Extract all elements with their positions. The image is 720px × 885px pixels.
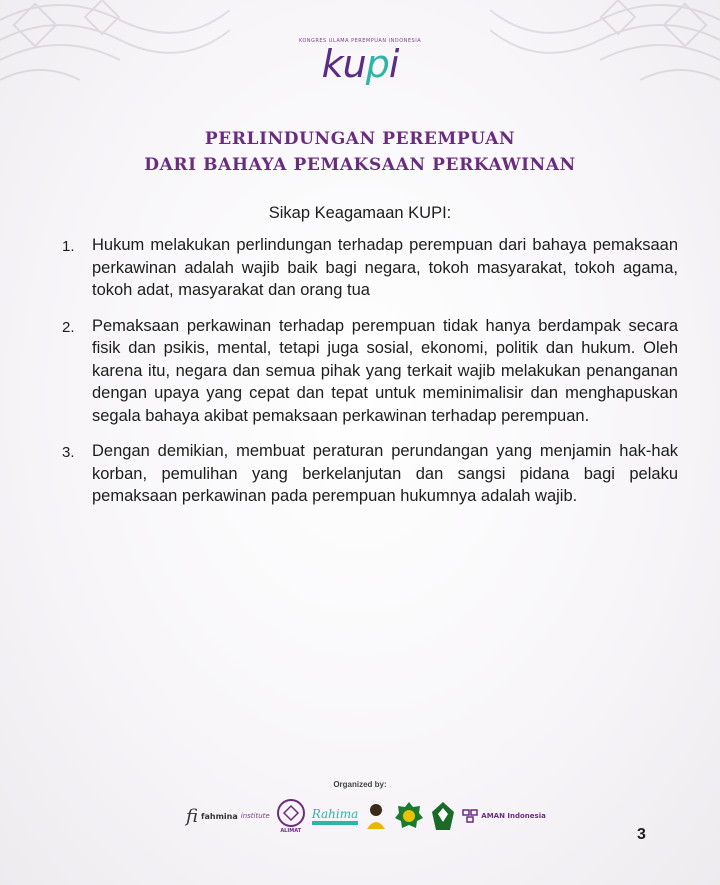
rahima-name: Rahima xyxy=(311,807,359,821)
rahima-logo xyxy=(312,807,359,825)
alimat-emblem-icon xyxy=(276,798,306,828)
list-item xyxy=(62,234,678,302)
fahmina-sub: institute xyxy=(240,812,270,820)
list-item xyxy=(62,440,678,508)
page-number: 3 xyxy=(637,826,646,843)
aman-mark-icon xyxy=(462,809,478,823)
intro-heading: Sikap Keagamaan KUPI: xyxy=(268,204,452,222)
item-text: Hukum melakukan perlindungan terhadap perempuan dari bahaya pemaksaan perkawinan adalah wajib baik bagi negara, tokoh masyarakat, tokoh agama, tokoh adat, masyarakat dan orang tua xyxy=(92,236,678,299)
statement-list xyxy=(62,234,678,521)
alimat-name: ALIMAT xyxy=(280,828,302,834)
fahmina-mark-icon: fi xyxy=(186,805,199,827)
sponsor-logos xyxy=(186,794,566,838)
item-text: Pemaksaan perkawinan terhadap perempuan tidak hanya berdampak secara fisik dan psikis, mental, tetapi juga sosial, ekonomi, politik dan hukum. Oleh karena itu, negara dan semua pihak yang terkait wajib melakukan penanganan dengan upaya yang cepat dan tepat untuk meminimalisir dan menghapuskan segala bahaya akibat pemaksaan perkawinan terhadap perempuan. xyxy=(92,316,678,425)
fahmina-logo xyxy=(186,806,270,827)
kupi-logo-subtitle: KONGRES ULAMA PEREMPUAN INDONESIA xyxy=(298,38,422,44)
title-line-1: PERLINDUNGAN PEREMPUAN xyxy=(204,129,516,149)
title-line-2: DARI BAHAYA PEMAKSAAN PERKAWINAN xyxy=(144,155,576,175)
item-number: 3. xyxy=(62,444,75,461)
list-item xyxy=(62,315,678,428)
rahima-bar-icon xyxy=(312,821,358,825)
partner-figure-logo xyxy=(364,801,388,831)
green-emblem-logo xyxy=(394,801,424,831)
item-number: 1. xyxy=(62,238,75,255)
kupi-logo xyxy=(0,38,720,84)
aman-logo xyxy=(462,809,546,823)
item-text: Dengan demikian, membuat peraturan perundangan yang menjamin hak-hak korban, pemulihan yang berkelanjutan dan sangsi pidana bagi pelaku pemaksaan perkawinan pada perempuan hukumnya adalah wajib. xyxy=(92,442,678,505)
organized-by-label: Organized by: xyxy=(333,780,387,789)
figure-emblem-icon xyxy=(364,801,388,831)
kupi-logo-wordmark: kupi xyxy=(321,42,399,86)
green-seal-icon xyxy=(394,801,424,831)
alimat-logo xyxy=(276,798,306,834)
page-title xyxy=(0,126,720,178)
nu-seal-icon xyxy=(430,800,456,832)
nu-emblem-logo xyxy=(430,800,456,832)
aman-name: AMAN Indonesia xyxy=(481,812,546,820)
fahmina-name: fahmina xyxy=(201,811,238,821)
item-number: 2. xyxy=(62,318,75,336)
